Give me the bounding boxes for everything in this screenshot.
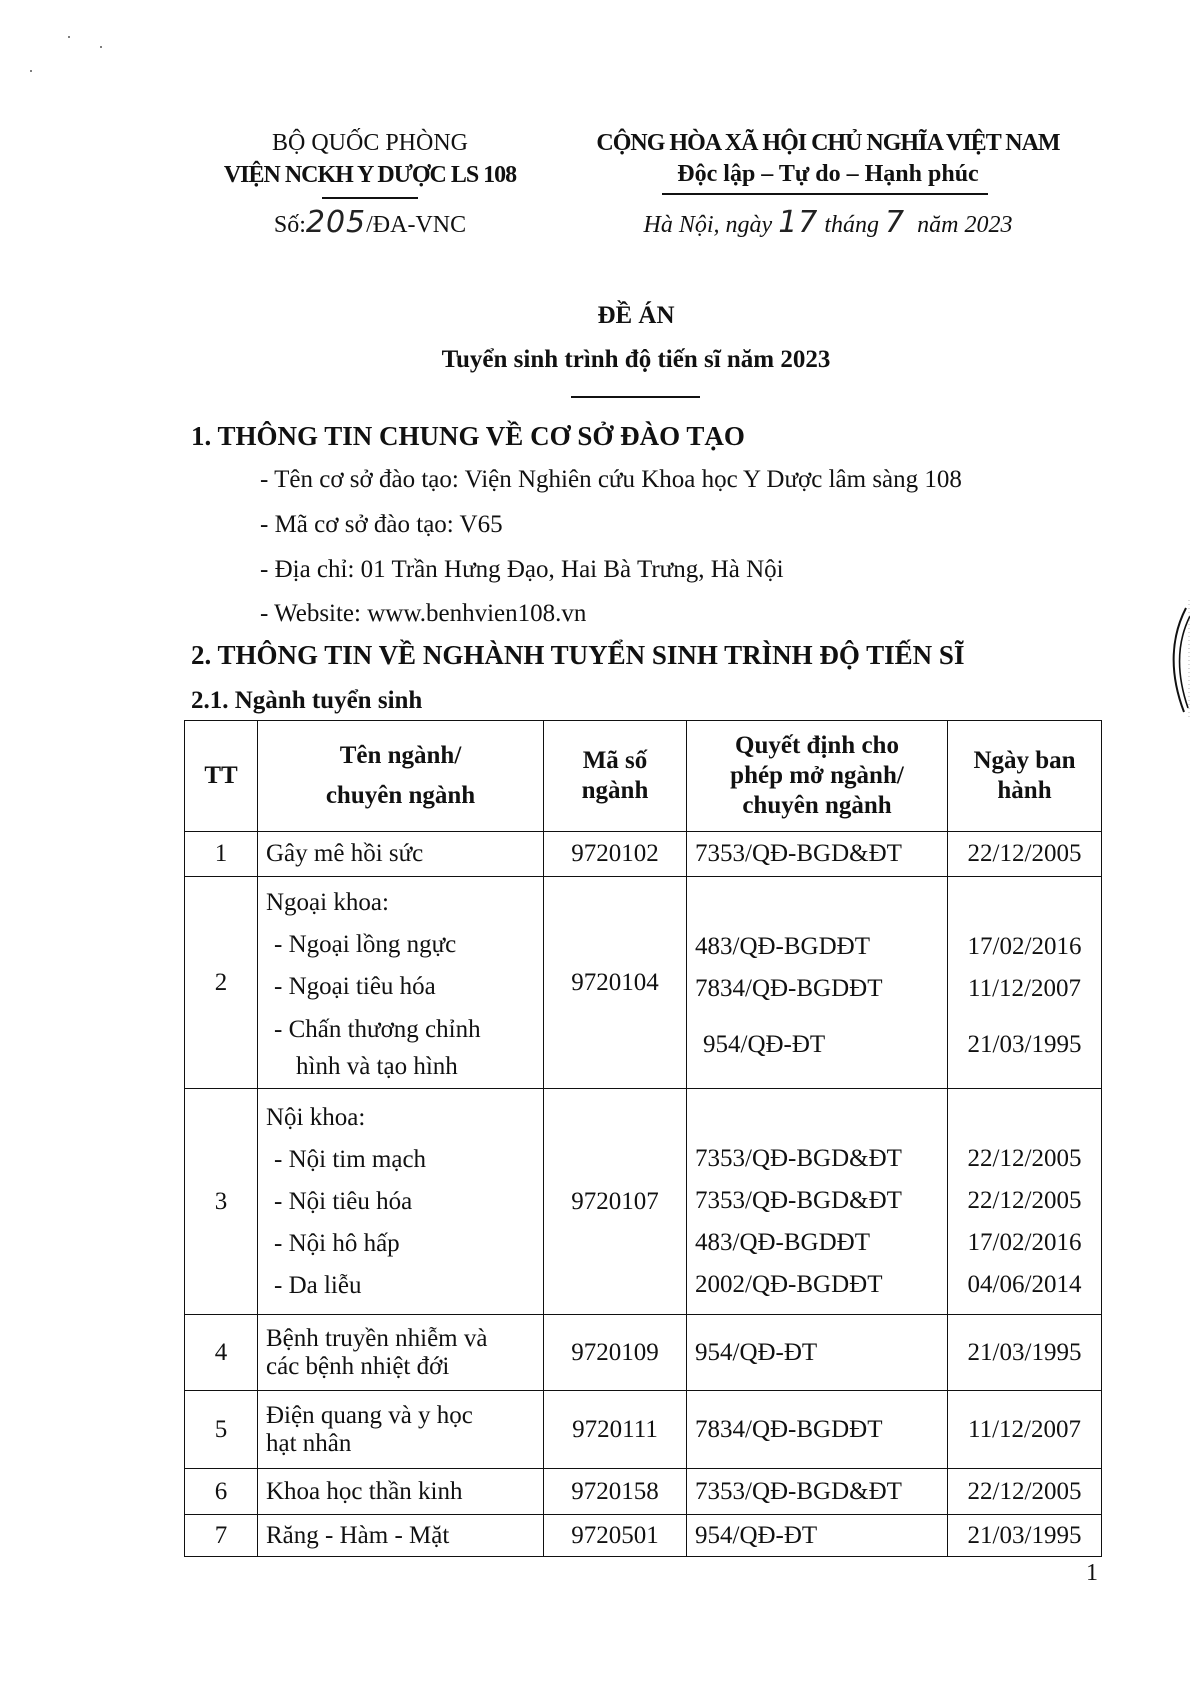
info-item-name: - Tên cơ sở đào tạo: Viện Nghiên cứu Khoa học Y Dược lâm sàng 108 [260,466,962,493]
header-date [948,721,1102,832]
row-date: 11/12/2007 [948,1391,1102,1469]
row-name-line1: Điện quang và y học [266,1401,473,1429]
row-code: 9720107 [544,1089,687,1315]
row-code: 9720102 [544,832,687,877]
sub-major-line2: hình và tạo hình [296,1052,458,1080]
row-name: Khoa học thần kinh [258,1469,544,1515]
section-1-heading: 1. THÔNG TIN CHUNG VỀ CƠ SỞ ĐÀO TẠO [191,421,745,451]
table-row [185,832,1102,877]
sub-decision: 7834/QĐ-BGDĐT [695,974,883,1002]
handwritten-number: 205 [305,205,367,240]
row-tt: 4 [185,1315,258,1391]
document-date [644,205,1013,240]
row-decision: 954/QĐ-ĐT [687,1515,948,1557]
scan-speck [100,46,102,48]
row-date: 21/03/1995 [948,1515,1102,1557]
scan-speck [30,70,32,72]
row-name: Gây mê hồi sức [258,832,544,877]
group-name: Ngoại khoa: [266,888,389,916]
sub-decision: 483/QĐ-BGDĐT [695,1228,870,1256]
row-code: 9720109 [544,1315,687,1391]
row-tt: 3 [185,1089,258,1315]
row-name [258,1391,544,1469]
row-date: 22/12/2005 [948,1469,1102,1515]
country-name: CỘNG HÒA XÃ HỘI CHỦ NGHĨA VIỆT NAM [596,130,1060,156]
table-row [185,1089,1102,1315]
row-dates [948,877,1102,1089]
majors-table [184,720,1102,1557]
document-title: ĐỀ ÁN [597,302,675,329]
table-row [185,877,1102,1089]
sub-decision: 2002/QĐ-BGDĐT [695,1270,883,1298]
number-suffix: /ĐA-VNC [366,212,467,238]
section-2-1-heading: 2.1. Ngành tuyển sinh [191,687,423,714]
sub-date: 17/02/2016 [967,932,1082,960]
date-year: năm 2023 [917,212,1013,238]
header-code-line1: Mã số [582,747,648,774]
section-2-heading: 2. THÔNG TIN VỀ NGHÀNH TUYỂN SINH TRÌNH ĐỘ TIẾN SĨ [191,640,965,670]
row-code: 9720111 [544,1391,687,1469]
header-date-line1: Ngày ban [973,747,1076,774]
info-item-address: - Địa chỉ: 01 Trần Hưng Đạo, Hai Bà Trưng, Hà Nội [260,556,784,583]
row-name-line2: hạt nhân [266,1429,352,1457]
sub-date: 04/06/2014 [967,1270,1082,1298]
sub-date: 21/03/1995 [967,1030,1082,1058]
row-tt: 7 [185,1515,258,1557]
table-row [185,1315,1102,1391]
row-decision: 7353/QĐ-BGD&ĐT [687,832,948,877]
row-date: 21/03/1995 [948,1315,1102,1391]
sub-major: - Da liễu [274,1271,362,1299]
sub-major: - Ngoại lồng ngực [274,930,457,958]
sub-date: 17/02/2016 [967,1228,1082,1256]
table-row [185,1469,1102,1515]
header-decision-line1: Quyết định cho [735,732,899,759]
row-name [258,1315,544,1391]
handwritten-month: 7 [885,205,906,240]
sub-major: - Nội hô hấp [274,1229,400,1257]
sub-decision: 483/QĐ-BGDĐT [695,932,870,960]
row-tt: 2 [185,877,258,1089]
row-name [258,1089,544,1315]
row-tt: 5 [185,1391,258,1469]
sub-date: 11/12/2007 [968,974,1081,1002]
row-decisions [687,1089,948,1315]
table-header-row [185,721,1102,832]
row-tt: 6 [185,1469,258,1515]
row-code: 9720158 [544,1469,687,1515]
header-code [544,721,687,832]
date-prefix: Hà Nội, ngày [643,212,773,238]
header-decision-line2: phép mở ngành/ [730,762,904,789]
row-tt: 1 [185,832,258,877]
title-underline [571,396,700,398]
sub-date: 22/12/2005 [967,1144,1082,1172]
national-motto: Độc lập – Tự do – Hạnh phúc [677,161,979,187]
sub-decision: 7353/QĐ-BGD&ĐT [695,1186,902,1214]
header-code-line2: ngành [581,777,649,804]
row-name: Răng - Hàm - Mặt [258,1515,544,1557]
sub-major: - Ngoại tiêu hóa [274,972,436,1000]
header-name-line2: chuyên ngành [325,782,476,809]
info-item-code: - Mã cơ sở đào tạo: V65 [260,511,503,538]
row-decision: 954/QĐ-ĐT [687,1315,948,1391]
row-code: 9720104 [544,877,687,1089]
ministry-name: BỘ QUỐC PHÒNG [271,130,469,156]
sub-major: - Nội tim mạch [274,1145,427,1173]
row-name-line2: các bệnh nhiệt đới [266,1352,450,1380]
row-code: 9720501 [544,1515,687,1557]
header-tt: TT [185,721,258,832]
sub-major: - Nội tiêu hóa [274,1187,413,1215]
document-number [274,205,466,240]
header-name-line1: Tên ngành/ [339,742,462,769]
date-month-label: tháng [824,212,880,238]
row-name [258,877,544,1089]
header-right-underline [662,193,988,195]
group-name: Nội khoa: [266,1103,366,1131]
header-decision-line3: chuyên ngành [742,792,892,819]
row-name-line1: Bệnh truyền nhiễm và [266,1324,488,1352]
table-row [185,1515,1102,1557]
stamp-edge-icon [1160,600,1190,720]
handwritten-day: 17 [778,205,819,240]
scan-speck [68,36,70,38]
header-decision [687,721,948,832]
row-decision: 7834/QĐ-BGDĐT [687,1391,948,1469]
sub-major: - Chấn thương chỉnh [274,1015,481,1043]
sub-decision: 954/QĐ-ĐT [703,1030,826,1058]
document-subtitle: Tuyển sinh trình độ tiến sĩ năm 2023 [441,346,831,373]
row-decision: 7353/QĐ-BGD&ĐT [687,1469,948,1515]
table-row [185,1391,1102,1469]
header-name [258,721,544,832]
sub-decision: 7353/QĐ-BGD&ĐT [695,1144,902,1172]
row-decisions [687,877,948,1089]
institute-name: VIỆN NCKH Y DƯỢC LS 108 [223,162,517,188]
sub-date: 22/12/2005 [967,1186,1082,1214]
number-prefix: Số: [273,212,306,238]
row-dates [948,1089,1102,1315]
header-left-underline [322,197,418,199]
page-number: 1 [1086,1560,1098,1586]
info-item-website: - Website: www.benhvien108.vn [260,600,587,627]
row-date: 22/12/2005 [948,832,1102,877]
header-date-line2: hành [997,777,1052,804]
